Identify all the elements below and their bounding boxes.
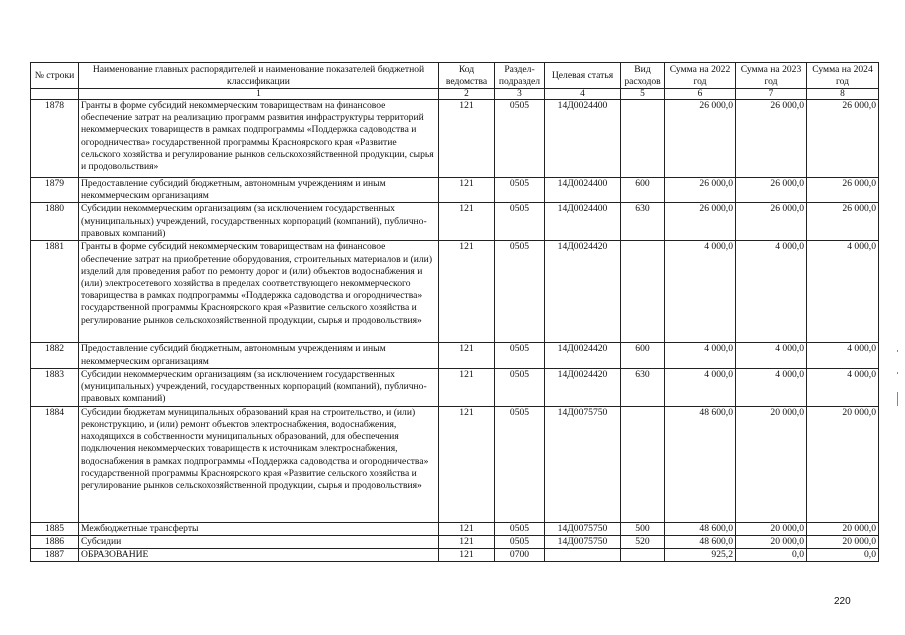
row-sum-2024: 20 000,0 xyxy=(807,522,879,535)
row-department-code: 121 xyxy=(439,406,495,522)
table-row xyxy=(31,343,879,368)
row-department-code: 121 xyxy=(439,343,495,368)
row-department-code: 121 xyxy=(439,368,495,406)
row-department-code: 121 xyxy=(439,549,495,562)
row-number: 1886 xyxy=(31,536,79,549)
row-sum-2023: 4 000,0 xyxy=(736,241,807,343)
row-number: 1878 xyxy=(31,100,79,178)
column-number-row xyxy=(31,89,879,100)
row-target-item: 14Д0075750 xyxy=(545,522,621,535)
row-sum-2024: 4 000,0 xyxy=(807,241,879,343)
row-name: Предоставление субсидий бюджетным, автономным учреждениям и иным некоммерческим организациям xyxy=(79,343,439,368)
row-sum-2024: 26 000,0 xyxy=(807,100,879,178)
row-section: 0505 xyxy=(495,100,545,178)
row-number: 1880 xyxy=(31,203,79,241)
row-number: 1881 xyxy=(31,241,79,343)
row-sum-2022: 4 000,0 xyxy=(665,368,736,406)
row-section: 0505 xyxy=(495,522,545,535)
row-target-item: 14Д0075750 xyxy=(545,536,621,549)
row-number: 1887 xyxy=(31,549,79,562)
row-sum-2022: 4 000,0 xyxy=(665,343,736,368)
row-sum-2023: 20 000,0 xyxy=(736,522,807,535)
row-sum-2024: 20 000,0 xyxy=(807,406,879,522)
row-target-item: 14Д0024400 xyxy=(545,203,621,241)
row-expense-type: 500 xyxy=(621,522,665,535)
row-department-code: 121 xyxy=(439,100,495,178)
row-sum-2022: 26 000,0 xyxy=(665,100,736,178)
row-section: 0505 xyxy=(495,241,545,343)
row-department-code: 121 xyxy=(439,241,495,343)
row-section: 0505 xyxy=(495,536,545,549)
row-sum-2023: 4 000,0 xyxy=(736,343,807,368)
table-row xyxy=(31,241,879,343)
row-name: Субсидии xyxy=(79,536,439,549)
header-sum-2022: Сумма на 2022 год xyxy=(665,63,736,89)
row-name: Межбюджетные трансферты xyxy=(79,522,439,535)
table-row xyxy=(31,368,879,406)
header-sum-2024: Сумма на 2024 год xyxy=(807,63,879,89)
row-section: 0700 xyxy=(495,549,545,562)
header-row-number: № строки xyxy=(31,63,79,89)
column-number xyxy=(31,89,79,100)
row-expense-type: 600 xyxy=(621,178,665,203)
column-number: 1 xyxy=(79,89,439,100)
row-target-item xyxy=(545,549,621,562)
row-target-item: 14Д0024400 xyxy=(545,100,621,178)
row-sum-2022: 4 000,0 xyxy=(665,241,736,343)
row-expense-type xyxy=(621,549,665,562)
row-expense-type: 630 xyxy=(621,203,665,241)
row-sum-2022: 48 600,0 xyxy=(665,522,736,535)
table-row xyxy=(31,203,879,241)
header-department-code: Код ведомства xyxy=(439,63,495,89)
row-expense-type: 630 xyxy=(621,368,665,406)
column-number: 8 xyxy=(807,89,879,100)
row-sum-2023: 26 000,0 xyxy=(736,178,807,203)
row-target-item: 14Д0024420 xyxy=(545,241,621,343)
row-name: Гранты в форме субсидий некоммерческим товариществам на финансовое обеспечение затрат на приобретение оборудования, строительных материалов и (или) изделий для проведения работ по ремонту дорог и (или) объектов водоснабжения и (или) электросетевого хозяйства в пределах соответствующего некоммерческого товарищества в рамках подпрограммы «Поддержка садоводства и огородничества» государственной программы Красноярского края «Развитие сельского хозяйства и регулирование рынков сельскохозяйственной продукции, сырья и продовольствия» xyxy=(79,241,439,343)
row-expense-type xyxy=(621,241,665,343)
row-sum-2024: 26 000,0 xyxy=(807,203,879,241)
row-section: 0505 xyxy=(495,343,545,368)
row-sum-2022: 26 000,0 xyxy=(665,178,736,203)
table-row xyxy=(31,178,879,203)
row-department-code: 121 xyxy=(439,536,495,549)
table-row xyxy=(31,536,879,549)
row-target-item: 14Д0024420 xyxy=(545,343,621,368)
row-department-code: 121 xyxy=(439,178,495,203)
row-sum-2022: 48 600,0 xyxy=(665,536,736,549)
table-body xyxy=(31,100,879,562)
row-section: 0505 xyxy=(495,406,545,522)
row-sum-2024: 0,0 xyxy=(807,549,879,562)
row-sum-2023: 20 000,0 xyxy=(736,406,807,522)
page-number: 220 xyxy=(834,596,851,607)
row-name: Предоставление субсидий бюджетным, автономным учреждениям и иным некоммерческим организациям xyxy=(79,178,439,203)
row-name: Гранты в форме субсидий некоммерческим товариществам на финансовое обеспечение затрат на реализацию программ развития инфраструктуры территорий некоммерческих товариществ в рамках подпрограммы «Поддержка садоводства и огородничества» государственной программы Красноярского края «Развитие сельского хозяйства и регулирование рынков сельскохозяйственной продукции, сырья и продовольствия» xyxy=(79,100,439,178)
row-name: Субсидии некоммерческим организациям (за исключением государственных (муниципальных) учреждений, государственных корпораций (компаний), публично-правовых компаний) xyxy=(79,368,439,406)
row-number: 1885 xyxy=(31,522,79,535)
row-section: 0505 xyxy=(495,178,545,203)
table-row xyxy=(31,549,879,562)
row-target-item: 14Д0024400 xyxy=(545,178,621,203)
row-sum-2024: 26 000,0 xyxy=(807,178,879,203)
header-name: Наименование главных распорядителей и наименование показателей бюджетной классификации xyxy=(79,63,439,89)
row-target-item: 14Д0024420 xyxy=(545,368,621,406)
row-target-item: 14Д0075750 xyxy=(545,406,621,522)
table-row xyxy=(31,100,879,178)
row-expense-type xyxy=(621,406,665,522)
header-expense-type: Вид расходов xyxy=(621,63,665,89)
column-number: 3 xyxy=(495,89,545,100)
header-row xyxy=(31,63,879,89)
row-department-code: 121 xyxy=(439,203,495,241)
row-sum-2024: 4 000,0 xyxy=(807,368,879,406)
row-name: Субсидии некоммерческим организациям (за исключением государственных (муниципальных) учреждений, государственных корпораций (компаний), публично-правовых компаний) xyxy=(79,203,439,241)
row-sum-2023: 26 000,0 xyxy=(736,100,807,178)
row-department-code: 121 xyxy=(439,522,495,535)
column-number: 5 xyxy=(621,89,665,100)
row-expense-type: 520 xyxy=(621,536,665,549)
row-number: 1884 xyxy=(31,406,79,522)
row-sum-2022: 925,2 xyxy=(665,549,736,562)
column-number: 7 xyxy=(736,89,807,100)
header-sum-2023: Сумма на 2023 год xyxy=(736,63,807,89)
row-expense-type xyxy=(621,100,665,178)
row-sum-2023: 4 000,0 xyxy=(736,368,807,406)
budget-table xyxy=(30,62,879,562)
row-name: Субсидии бюджетам муниципальных образований края на строительство, и (или) реконструкцию, и (или) ремонт объектов электроснабжения, водоснабжения, находящихся в собственности муниципальных образований, для обеспечения подключения некоммерческих товариществ к источникам электроснабжения, водоснабжения в рамках подпрограммы «Поддержка садоводства и огородничества» государственной программы Красноярского края «Развитие сельского хозяйства и регулирование рынков сельскохозяйственной продукции, сырья и продовольствия» xyxy=(79,406,439,522)
table-row xyxy=(31,406,879,522)
header-target-item: Целевая статья xyxy=(545,63,621,89)
row-sum-2023: 0,0 xyxy=(736,549,807,562)
row-sum-2023: 20 000,0 xyxy=(736,536,807,549)
row-number: 1882 xyxy=(31,343,79,368)
row-sum-2024: 4 000,0 xyxy=(807,343,879,368)
column-number: 2 xyxy=(439,89,495,100)
row-number: 1879 xyxy=(31,178,79,203)
header-section: Раздел-подраздел xyxy=(495,63,545,89)
row-sum-2023: 26 000,0 xyxy=(736,203,807,241)
row-sum-2024: 20 000,0 xyxy=(807,536,879,549)
row-section: 0505 xyxy=(495,203,545,241)
row-sum-2022: 48 600,0 xyxy=(665,406,736,522)
column-number: 6 xyxy=(665,89,736,100)
row-expense-type: 600 xyxy=(621,343,665,368)
scan-edge-marks xyxy=(897,350,900,410)
column-number: 4 xyxy=(545,89,621,100)
table-row xyxy=(31,522,879,535)
row-section: 0505 xyxy=(495,368,545,406)
row-number: 1883 xyxy=(31,368,79,406)
row-sum-2022: 26 000,0 xyxy=(665,203,736,241)
row-name: ОБРАЗОВАНИЕ xyxy=(79,549,439,562)
